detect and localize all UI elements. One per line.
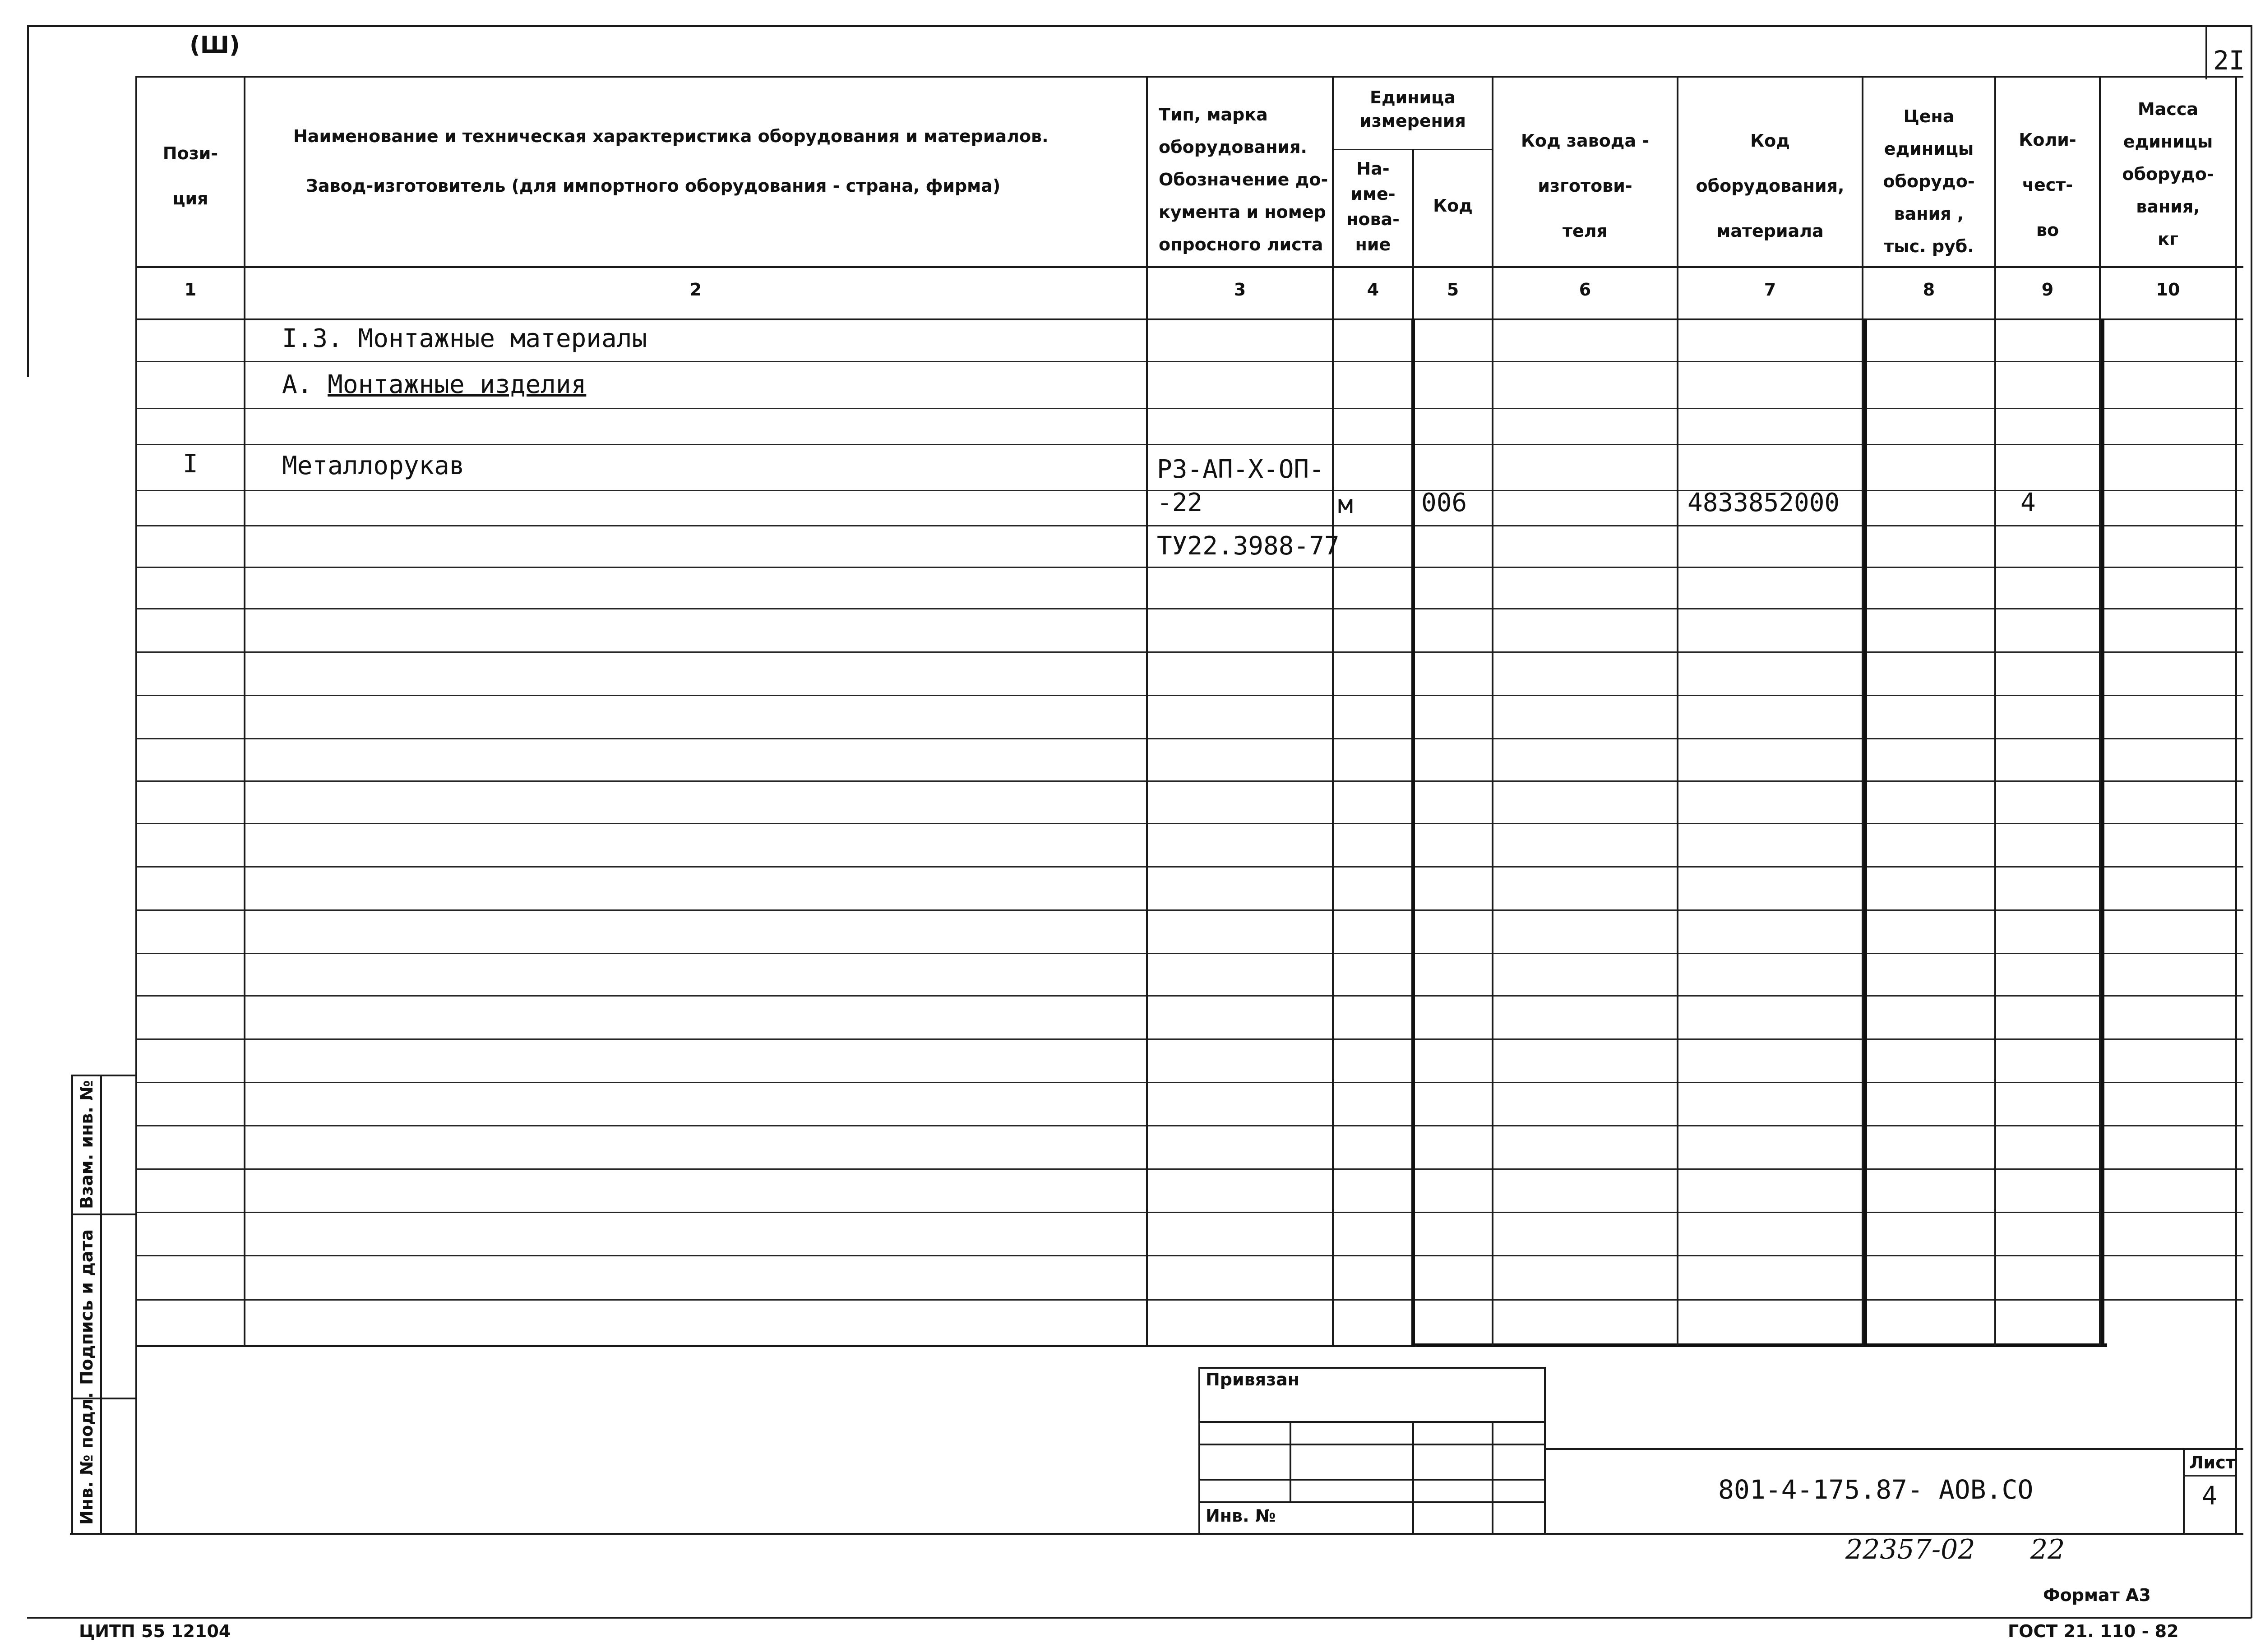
stamp-line2 (1198, 1444, 1546, 1445)
row-unit-code: 006 (1421, 488, 1467, 517)
colnum-1: 1 (184, 280, 197, 300)
table-row-line (135, 866, 2243, 868)
page-number-box-left (2205, 25, 2207, 79)
table-top (135, 76, 2243, 78)
table-row-line (135, 1299, 2243, 1301)
table-row-line (135, 525, 2243, 526)
row-type-line2: -22 (1157, 488, 1203, 517)
side-stamp-split1 (71, 1214, 137, 1215)
col-1-2 (244, 76, 245, 1346)
stamp-privyazan: Привязан (1206, 1370, 1300, 1389)
col-2-3 (1146, 76, 1148, 1346)
frame-left-edge (27, 25, 29, 377)
table-row-line (135, 995, 2243, 997)
table-row-line (135, 695, 2243, 696)
table-row-line (135, 823, 2243, 824)
body-bottom (135, 1345, 1417, 1347)
table-row-line (135, 1082, 2243, 1083)
handwritten-order: 22357-02 (1845, 1534, 1975, 1565)
header-material-code: Код оборудования, материала (1696, 131, 1845, 241)
doc-code: 801-4-175.87- АОВ.СО (1718, 1474, 2034, 1505)
colnum-4: 4 (1367, 280, 1379, 300)
table-row-line (135, 780, 2243, 782)
side-stamp-mid (100, 1075, 102, 1534)
frame-bottom (27, 1617, 2251, 1619)
col-5-6 (1492, 76, 1493, 1346)
side-stamp-top (71, 1075, 137, 1076)
footer-gost: ГОСТ 21. 110 - 82 (2008, 1621, 2179, 1641)
table-row-line (135, 909, 2243, 911)
table-row-line (135, 1168, 2243, 1170)
stamp-right (1544, 1367, 1546, 1534)
table-row-line (135, 1125, 2243, 1126)
list-number: 4 (2202, 1481, 2217, 1511)
stamp-v3 (1492, 1421, 1493, 1534)
subsection-title: А. Монтажные изделия (282, 370, 587, 399)
header-quantity: Коли- чест- во (2019, 130, 2076, 240)
header-pos: Пози- ция (162, 143, 218, 208)
stamp-v1 (1290, 1421, 1291, 1502)
header-factory-code: Код завода - изготови- теля (1521, 131, 1650, 241)
sheet-marker: (Ш) (190, 32, 240, 59)
stamp-v2 (1412, 1421, 1414, 1534)
col-6-7 (1677, 76, 1678, 1346)
stamp-top (1198, 1367, 1546, 1369)
table-row-line (135, 1255, 2243, 1256)
side-stamp-left (71, 1075, 73, 1534)
side-label-inv: Инв. № подл. (77, 1392, 97, 1525)
list-box-split (2183, 1475, 2235, 1477)
header-unit-name: На- име- нова- ние (1346, 159, 1400, 254)
colnum-10: 10 (2156, 280, 2180, 300)
table-row-line (135, 608, 2243, 609)
footer-left: ЦИТП 55 12104 (79, 1621, 231, 1641)
col-3-4 (1332, 76, 1334, 1346)
list-label: Лист (2189, 1453, 2236, 1472)
table-row-line (135, 408, 2243, 409)
header-bottom (135, 266, 2243, 268)
frame-right (2251, 25, 2252, 1618)
row-type-line1: РЗ-АП-Х-ОП- (1157, 455, 1324, 484)
header-mass: Масса единицы оборудо- вания, кг (2122, 99, 2214, 249)
frame-top (27, 25, 2251, 27)
table-row-line (135, 1038, 2243, 1040)
row-unit: м (1338, 490, 1353, 519)
colnum-9: 9 (2041, 280, 2054, 300)
header-name: Наименование и техническая характеристика оборудования и материалов. Завод-изготовитель (для импортного оборудования - страна, фирма) (293, 126, 1049, 196)
colnum-5: 5 (1447, 280, 1459, 300)
row-position: I (183, 449, 198, 479)
stamp-inv-no: Инв. № (1206, 1506, 1276, 1526)
row-type-line3: ТУ22.3988-77 (1157, 531, 1340, 561)
header-type: Тип, марка оборудования. Обозначение до- кумента и номер опросного листа (1159, 105, 1328, 254)
page-number-top: 2I (2213, 45, 2245, 76)
table-row-line (135, 651, 2243, 653)
stamp-line1 (1198, 1421, 1546, 1423)
col-9-10-bold (2101, 318, 2104, 1347)
unit-split (1332, 149, 1492, 150)
table-right (2235, 76, 2237, 1534)
colnum-6: 6 (1579, 280, 1591, 300)
header-price: Цена единицы оборудо- вания , тыс. руб. (1883, 106, 1975, 256)
section-title: I.3. Монтажные материалы (282, 324, 647, 353)
stamp-left (1198, 1367, 1200, 1534)
header-unit-code: Код (1433, 196, 1473, 216)
colnum-7: 7 (1764, 280, 1776, 300)
footer-format: Формат А3 (2043, 1585, 2151, 1605)
colnum-3: 3 (1234, 280, 1246, 300)
row-name: Металлорукав (282, 451, 465, 480)
table-row-line (135, 361, 2243, 362)
row-material-code: 4833852000 (1687, 488, 1840, 517)
handwritten-num: 22 (2030, 1534, 2065, 1565)
table-row-line (135, 953, 2243, 954)
table-row-line (135, 444, 2243, 445)
table-row-line (135, 738, 2243, 739)
numbers-bottom (135, 318, 2243, 320)
colnum-2: 2 (689, 280, 702, 300)
table-row-line (135, 567, 2243, 568)
stamp-line3 (1198, 1479, 1546, 1481)
side-label-vzam: Взам. инв. № (77, 1080, 97, 1209)
side-label-podpis: Подпись и дата (77, 1229, 97, 1385)
row-quantity: 4 (2020, 488, 2036, 517)
col-7-8-bold (1863, 318, 1867, 1347)
colnum-8: 8 (1923, 280, 1935, 300)
col-8-9 (1994, 76, 1996, 1346)
stamp-line4 (1198, 1501, 1546, 1503)
list-box-left (2183, 1448, 2185, 1534)
header-unit-group: Единица измерения (1359, 88, 1466, 131)
body-bottom-bold (1412, 1343, 2107, 1347)
doc-code-top (1544, 1448, 2243, 1450)
col-4-5-bold (1411, 318, 1415, 1347)
table-row-line (135, 1212, 2243, 1213)
